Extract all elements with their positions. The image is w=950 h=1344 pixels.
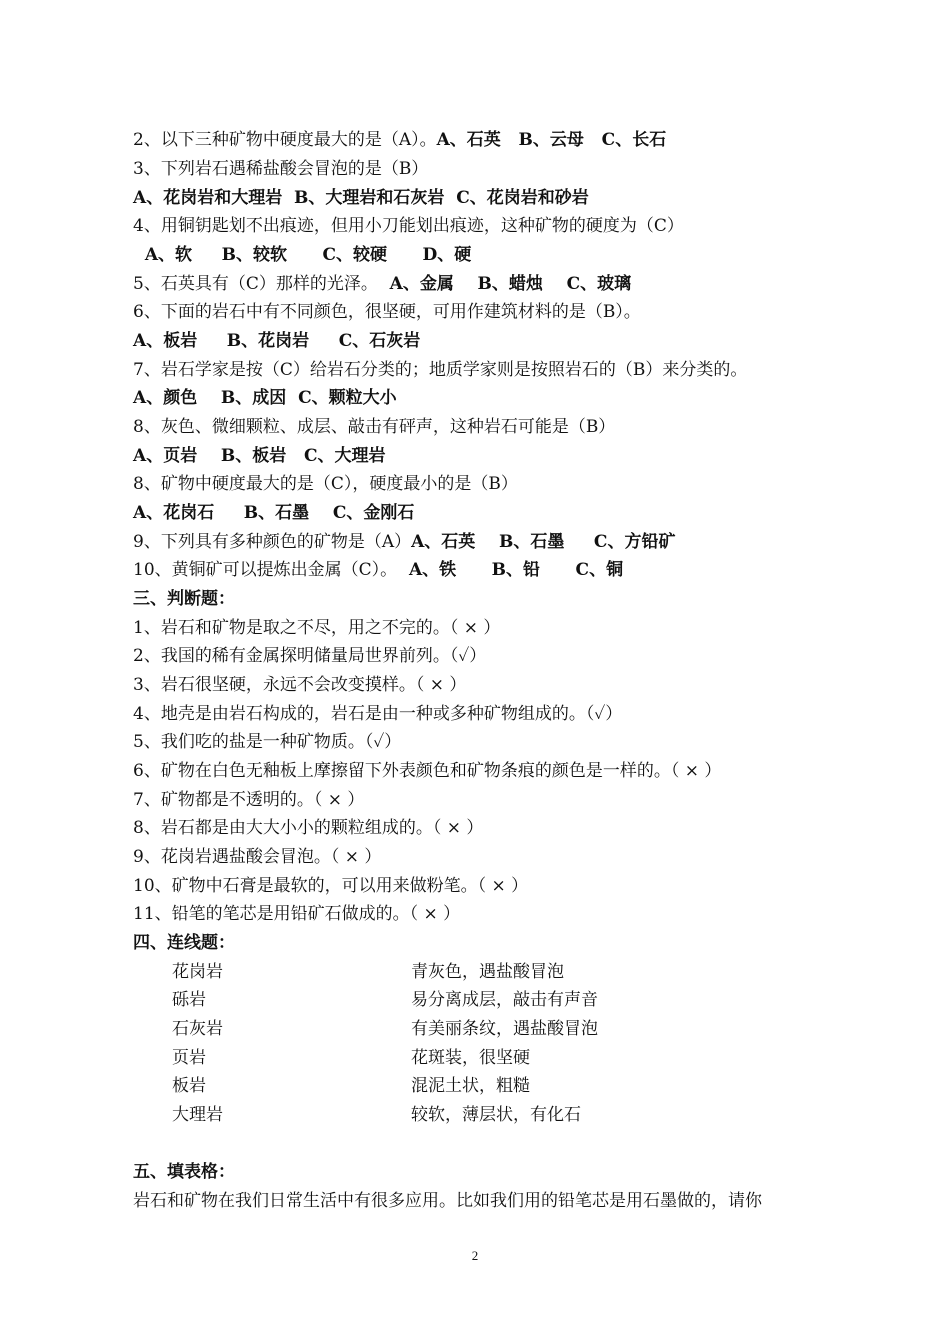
question-9-options: A、石英 B、石墨 C、方铅矿 bbox=[411, 532, 676, 552]
question-4-options: A、软 B、较软 C、较硬 D、硬 bbox=[133, 245, 472, 265]
question-8b-options: A、花岗石 B、石墨 C、金刚石 bbox=[133, 503, 415, 523]
question-6-stem: 6、下面的岩石中有不同颜色，很坚硬，可用作建筑材料的是（B）。 bbox=[133, 302, 641, 322]
judge-item: 7、矿物都是不透明的。（ × ） bbox=[133, 790, 365, 810]
match-left-item: 石灰岩 bbox=[172, 1019, 223, 1039]
match-left-item: 花岗岩 bbox=[172, 962, 223, 982]
match-left-item: 砾岩 bbox=[172, 990, 206, 1010]
question-2-options: A、石英 B、云母 C、长石 bbox=[436, 130, 667, 150]
question-6-options: A、板岩 B、花岗岩 C、石灰岩 bbox=[133, 331, 421, 351]
question-7-options: A、颜色 B、成因 C、颗粒大小 bbox=[133, 388, 397, 408]
match-right-item: 较软，薄层状，有化石 bbox=[411, 1105, 581, 1125]
question-8a-options: A、页岩 B、板岩 C、大理岩 bbox=[133, 446, 386, 466]
question-8a-stem: 8、灰色、微细颗粒、成层、敲击有砰声，这种岩石可能是（B） bbox=[133, 417, 616, 437]
question-3-stem: 3、下列岩石遇稀盐酸会冒泡的是（B） bbox=[133, 159, 429, 179]
question-3-options: A、花岗岩和大理岩 B、大理岩和石灰岩 C、花岗岩和砂岩 bbox=[133, 188, 589, 208]
judge-item: 5、我们吃的盐是一种矿物质。（✓） bbox=[133, 732, 402, 752]
match-left-item: 大理岩 bbox=[172, 1105, 223, 1125]
match-right-item: 混泥土状，粗糙 bbox=[411, 1076, 530, 1096]
section-5-title: 五、填表格： bbox=[133, 1162, 235, 1182]
match-right-item: 花斑装，很坚硬 bbox=[411, 1048, 530, 1068]
match-right-item: 青灰色，遇盐酸冒泡 bbox=[411, 962, 564, 982]
question-9-stem: 9、下列具有多种颜色的矿物是（A） bbox=[133, 532, 412, 552]
match-right-item: 易分离成层，敲击有声音 bbox=[411, 990, 598, 1010]
match-left-item: 板岩 bbox=[172, 1076, 206, 1096]
question-10-stem: 10、黄铜矿可以提炼出金属（C）。 bbox=[133, 560, 398, 580]
match-right-item: 有美丽条纹，遇盐酸冒泡 bbox=[411, 1019, 598, 1039]
question-9 bbox=[133, 528, 675, 556]
judge-item: 3、岩石很坚硬，永远不会改变摸样。（ × ） bbox=[133, 675, 467, 695]
judge-item: 1、岩石和矿物是取之不尽，用之不完的。（ × ） bbox=[133, 618, 501, 638]
section-4-title: 四、连线题： bbox=[133, 933, 235, 953]
match-left-item: 页岩 bbox=[172, 1048, 206, 1068]
question-5 bbox=[133, 270, 631, 298]
question-5-options: A、金属 B、蜡烛 C、玻璃 bbox=[377, 274, 632, 294]
judge-item: 9、花岗岩遇盐酸会冒泡。（ × ） bbox=[133, 847, 382, 867]
judge-item: 10、矿物中石膏是最软的，可以用来做粉笔。（ × ） bbox=[133, 876, 529, 896]
question-10 bbox=[133, 556, 623, 584]
question-2 bbox=[133, 126, 666, 154]
section-3-title: 三、判断题： bbox=[133, 589, 235, 609]
question-2-stem: 2、以下三种矿物中硬度最大的是（A）。 bbox=[133, 130, 437, 150]
judge-item: 6、矿物在白色无釉板上摩擦留下外表颜色和矿物条痕的颜色是一样的。（ × ） bbox=[133, 761, 722, 781]
question-10-options: A、铁 B、铅 C、铜 bbox=[397, 560, 624, 580]
question-5-stem: 5、石英具有（C）那样的光泽。 bbox=[133, 274, 378, 294]
question-7-stem: 7、岩石学家是按（C）给岩石分类的；地质学家则是按照岩石的（B）来分类的。 bbox=[133, 360, 748, 380]
section-5-intro: 岩石和矿物在我们日常生活中有很多应用。比如我们用的铅笔芯是用石墨做的，请你 bbox=[133, 1191, 762, 1211]
judge-item: 4、地壳是由岩石构成的，岩石是由一种或多种矿物组成的。（✓） bbox=[133, 704, 623, 724]
judge-item: 2、我国的稀有金属探明储量局世界前列。（✓） bbox=[133, 646, 487, 666]
judge-item: 8、岩石都是由大大小小的颗粒组成的。（ × ） bbox=[133, 818, 484, 838]
judge-item: 11、铅笔的笔芯是用铅矿石做成的。（ × ） bbox=[133, 904, 461, 924]
question-4-stem: 4、用铜钥匙划不出痕迹，但用小刀能划出痕迹，这种矿物的硬度为（C） bbox=[133, 216, 684, 236]
page-number: 2 bbox=[471, 1248, 479, 1263]
question-8b-stem: 8、矿物中硬度最大的是（C），硬度最小的是（B） bbox=[133, 474, 518, 494]
